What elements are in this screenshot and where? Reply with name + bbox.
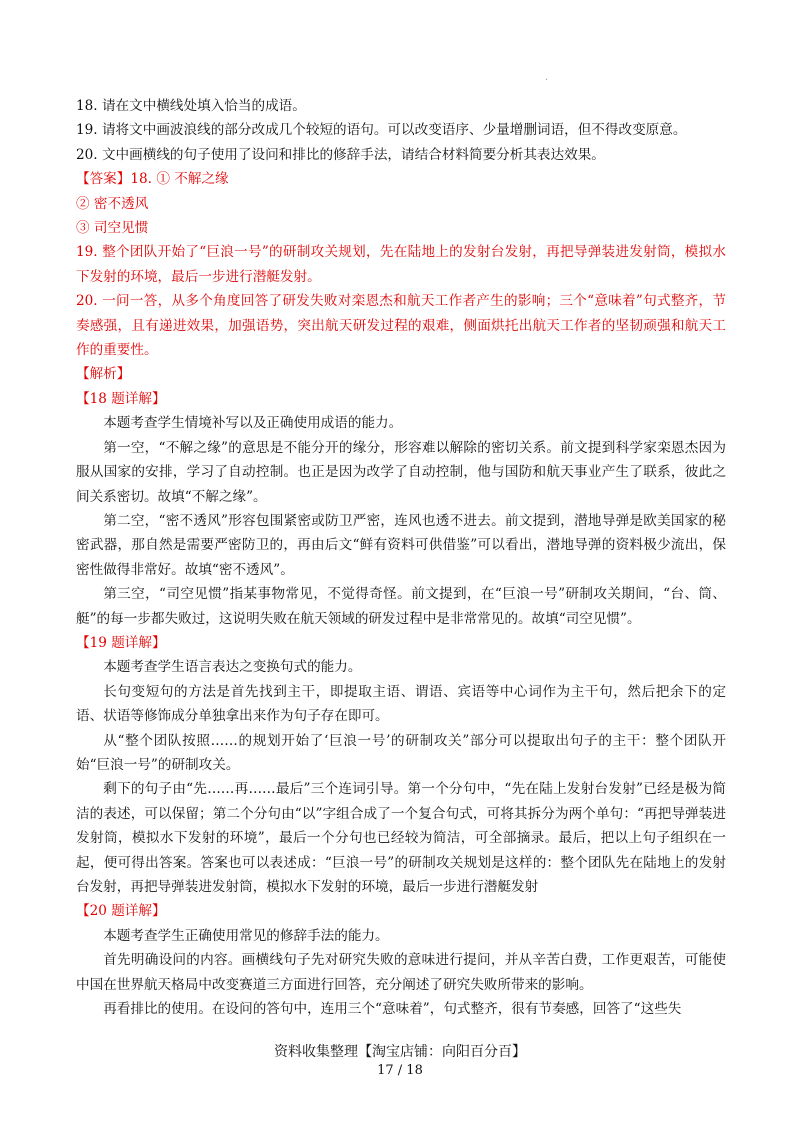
section-18-para: 第三空，“司空见惯”指某事物常见，不觉得奇怪。前文提到，在“巨浪一号”研制攻关期间，“台、筒、艇”的每一步都失败过，这说明失败在航天领域的研发过程中是非常常见的。故填“司空见惯”。 [76,586,726,627]
analysis-heading: 【解析】 [76,366,131,383]
section-20-para: 再看排比的使用。在设问的答句中，连用三个“意味着”，句式整齐，很有节奏感，回答了“这些失 [103,1001,682,1018]
question-20: 20. 文中画横线的句子使用了设问和排比的修辞手法，请结合材料简要分析其表达效果。 [76,146,605,163]
section-18-title: 【18 题详解】 [76,390,166,407]
question-18: 18. 请在文中横线处填入恰当的成语。 [76,98,306,114]
section-20-para: 本题考查学生正确使用常见的修辞手法的能力。 [103,927,389,944]
section-19-para: 长句变短句的方法是首先找到主干，即提取主语、谓语、宾语等中心词作为主干句，然后把余下的定语、状语等修饰成分单独拿出来作为句子存在即可。 [76,683,726,725]
section-19-para: 剩下的句子由“先……再……最后”三个连词引导。第一个分句中，“先在陆上发射台发射”已经是极为简洁的表述，可以保留；第二个分句由“以”字组合成了一个复合句式，可将其拆分为两个单句：“再把导弹装进发射筒，模拟水下发射的环境”，最后一个分句也已经较为简洁，可全部摘录。最后，把以上句子组织在一起，便可得出答案。答案也可以表述成：“巨浪一号”的研制攻关规划是这样的：整个团队先在陆地上的发射台发射，再把导弹装进发射筒，模拟水下发射的环境，最后一步进行潜艇发射 [76,781,726,895]
question-19: 19. 请将文中画波浪线的部分改成几个较短的语句。可以改变语序、少量增删词语，但不得改变原意。 [76,122,687,139]
section-20-para: 首先明确设问的内容。画横线句子先对研究失败的意味进行提问，并从辛苦白费，工作更艰苦，可能使中国在世界航天格局中改变赛道三方面进行回答，充分阐述了研究失败所带来的影响。 [76,952,726,993]
section-19-para: 本题考查学生语言表达之变换句式的能力。 [103,659,362,676]
answer-19: 19. 整个团队开始了“巨浪一号”的研制攻关规划，先在陆地上的发射台发射，再把导弹装进发射筒，模拟水下发射的环境，最后一步进行潜艇发射。 [76,244,726,285]
section-19-title: 【19 题详解】 [76,634,166,651]
footer-source: 资料收集整理【淘宝店铺：向阳百分百】 [274,1044,526,1060]
section-18-para: 第一空，“不解之缘”的意思是不能分开的缘分，形容难以解除的密切关系。前文提到科学家栾恩杰因为服从国家的安排，学习了自动控制。也正是因为改学了自动控制，他与国防和航天事业产生了联系，彼此之间关系密切。故填“不解之缘”。 [76,439,726,505]
page-content [76,94,726,1021]
section-20-title: 【20 题详解】 [76,903,166,920]
answer-20: 20. 一问一答，从多个角度回答了研发失败对栾恩杰和航天工作者产生的影响；三个“意味着”句式整齐，节奏感强，且有递进效果，加强语势，突出航天研发过程的艰难，侧面烘托出航天工作者的坚韧顽强和航天工作的重要性。 [76,293,726,359]
corner-mark: . [545,72,549,83]
answer-18-2: ② 密不透风 [76,195,149,212]
section-18-para: 第二空，“密不透风”形容包围紧密或防卫严密，连风也透不进去。前文提到，潜地导弹是欧美国家的秘密武器，那自然是需要严密防卫的，再由后文“鲜有资料可供借鉴”可以看出，潜地导弹的资料极少流出，保密性做得非常好。故填“密不透风”。 [76,512,726,578]
answer-heading: 【答案】18. ① 不解之缘 [76,171,229,188]
section-18-para: 本题考查学生情境补写以及正确使用成语的能力。 [103,415,403,432]
page-number: 17 / 18 [377,1063,423,1078]
answer-18-3: ③ 司空见惯 [76,220,149,237]
section-19-para: 从“整个团队按照……的规划开始了‘巨浪一号’的研制攻关”部分可以提取出句子的主干：整个团队开始“巨浪一号”的研制攻关。 [76,732,726,773]
